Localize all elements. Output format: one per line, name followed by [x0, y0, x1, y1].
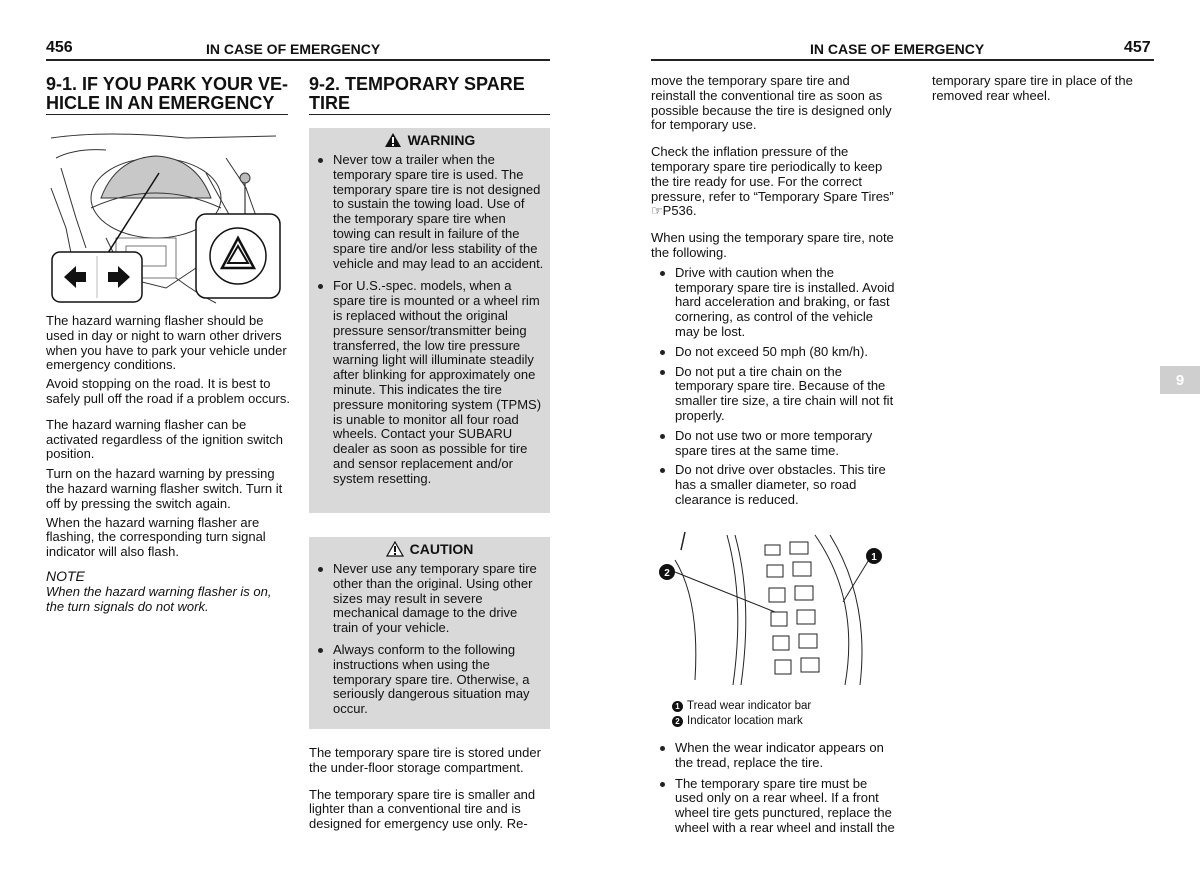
paragraph: When using the temporary spare tire, note the following. [651, 230, 894, 260]
paragraph: Check the inflation pressure of the temporary spare tire periodically to keep the tire ready for use. For the correct pressure, refer to “Temporary Spare Tires” ☞P536. [651, 144, 894, 219]
right-col2-body [932, 74, 1154, 104]
callout-2-number: 2 [664, 568, 670, 579]
figure-legend [672, 700, 902, 727]
note-text: When the hazard warning flasher is on, the turn signals do not work. [46, 583, 272, 614]
paragraph: temporary spare tire in place of the removed rear wheel. [932, 73, 1133, 103]
right-col1-body-2 [651, 741, 895, 836]
warning-title-text: WARNING [407, 132, 476, 148]
list-item: The temporary spare tire must be used only on a rear wheel. If a front wheel tire gets punctured, replace the wheel with a rear wheel and install the [651, 777, 895, 836]
left-page-header: IN CASE OF EMERGENCY [206, 41, 381, 57]
note-heading: NOTE [46, 567, 85, 584]
list-item: Do not put a tire chain on the temporary spare tire. Because of the smaller tire size, a tire chain will not fit properly. [651, 365, 895, 424]
section-9-2-title-line2: TIRE [309, 93, 351, 113]
legend-label: Tread wear indicator bar [687, 700, 812, 712]
paragraph: The hazard warning flasher can be activated regardless of the ignition switch position. [46, 416, 284, 462]
paragraph: The hazard warning flasher should be used in day or night to warn other drivers when you have to park your vehicle under emergency conditions. [46, 313, 287, 373]
callout-1-number: 1 [871, 552, 877, 563]
paragraph: The temporary spare tire is smaller and lighter than a conventional tire and is designed for emergency use only. Re- [309, 786, 536, 832]
warning-box [309, 128, 550, 513]
paragraph: move the temporary spare tire and reinstall the conventional tire as soon as possible because the tire is designed only for temporary use. [651, 73, 892, 133]
section-9-1-title-line1: 9-1. IF YOU PARK YOUR VE- [46, 74, 289, 94]
list-item: Do not exceed 50 mph (80 km/h). [651, 345, 895, 360]
section-9-1-body [46, 314, 290, 614]
legend-number: 2 [672, 716, 683, 727]
list-item: For U.S.-spec. models, when a spare tire is mounted or a wheel rim is replaced without the original pressure sensor/transmitter being transferred, the low tire pressure warning light will illuminate steadily after blinking for approximately one minute. This indicates the tire pressure monitoring system (TPMS) is unable to monitor all four road wheels. Contact your SUBARU dealer as soon as possible for tire and sensor replacement and/or system resetting. [309, 279, 544, 486]
section-9-1-rule [46, 114, 288, 115]
paragraph: Turn on the hazard warning by pressing the hazard warning flasher switch. Turn it off by pressing the switch again. [46, 466, 283, 511]
list-item: Always conform to the following instructions when using the temporary spare tire. Otherwise, a seriously dangerous situation may occur. [309, 643, 544, 717]
right-header-rule [651, 59, 1154, 61]
right-page-number: 457 [1124, 39, 1151, 56]
list-item: Do not drive over obstacles. This tire has a smaller diameter, so road clearance is reduced. [651, 463, 895, 507]
right-page-header: IN CASE OF EMERGENCY [810, 41, 985, 57]
legend-item-2 [672, 715, 902, 727]
list-item: Never use any temporary spare tire other than the original. Using other sizes may result in severe mechanical damage to the drive train of your vehicle. [309, 562, 544, 636]
list-item: Do not use two or more temporary spare tires at the same time. [651, 429, 895, 459]
caution-title [309, 541, 550, 557]
section-9-1-title-line2: HICLE IN AN EMERGENCY [46, 93, 275, 113]
warning-list [309, 153, 544, 487]
paragraph: When the hazard warning flasher are flashing, the corresponding turn signal indicator will also flash. [46, 514, 266, 560]
tire-precautions-list [651, 266, 895, 508]
paragraph: The temporary spare tire is stored under the under-floor storage compartment. [309, 745, 541, 775]
wear-indicator-list [651, 741, 895, 836]
chapter-thumb-tab: 9 [1160, 366, 1200, 394]
left-header-rule [46, 59, 550, 61]
hazard-switch-illustration [46, 128, 288, 306]
legend-label: Indicator location mark [687, 715, 803, 727]
list-item: Never tow a trailer when the temporary spare tire is used. The temporary spare tire is not designed to sustain the towing load. Use of the temporary spare tire when towing can result in failure of the spare tire and/or less stability of the vehicle and may lead to an accident. [309, 153, 544, 271]
warning-title [309, 132, 550, 148]
caution-title-text: CAUTION [409, 541, 474, 557]
section-9-2-title-line1: 9-2. TEMPORARY SPARE [309, 74, 525, 94]
section-9-2-title [309, 75, 559, 113]
left-page-number: 456 [46, 39, 73, 56]
section-9-2-rule [309, 114, 550, 115]
caution-triangle-icon [386, 541, 404, 557]
caution-list [309, 562, 544, 717]
section-9-1-title [46, 75, 296, 113]
paragraph: Avoid stopping on the road. It is best to safely pull off the road if a problem occurs. [46, 376, 290, 406]
tread-wear-illustration [655, 530, 895, 690]
legend-item-1 [672, 700, 902, 712]
warning-triangle-icon [384, 132, 402, 148]
legend-number: 1 [672, 701, 683, 712]
list-item: Drive with caution when the temporary spare tire is installed. Avoid hard acceleration and braking, or fast cornering, as control of the vehicle may be lost. [651, 266, 895, 340]
section-9-2-body [309, 746, 551, 832]
right-col1-body [651, 74, 895, 508]
list-item: When the wear indicator appears on the tread, replace the tire. [651, 741, 895, 771]
caution-box [309, 537, 550, 729]
